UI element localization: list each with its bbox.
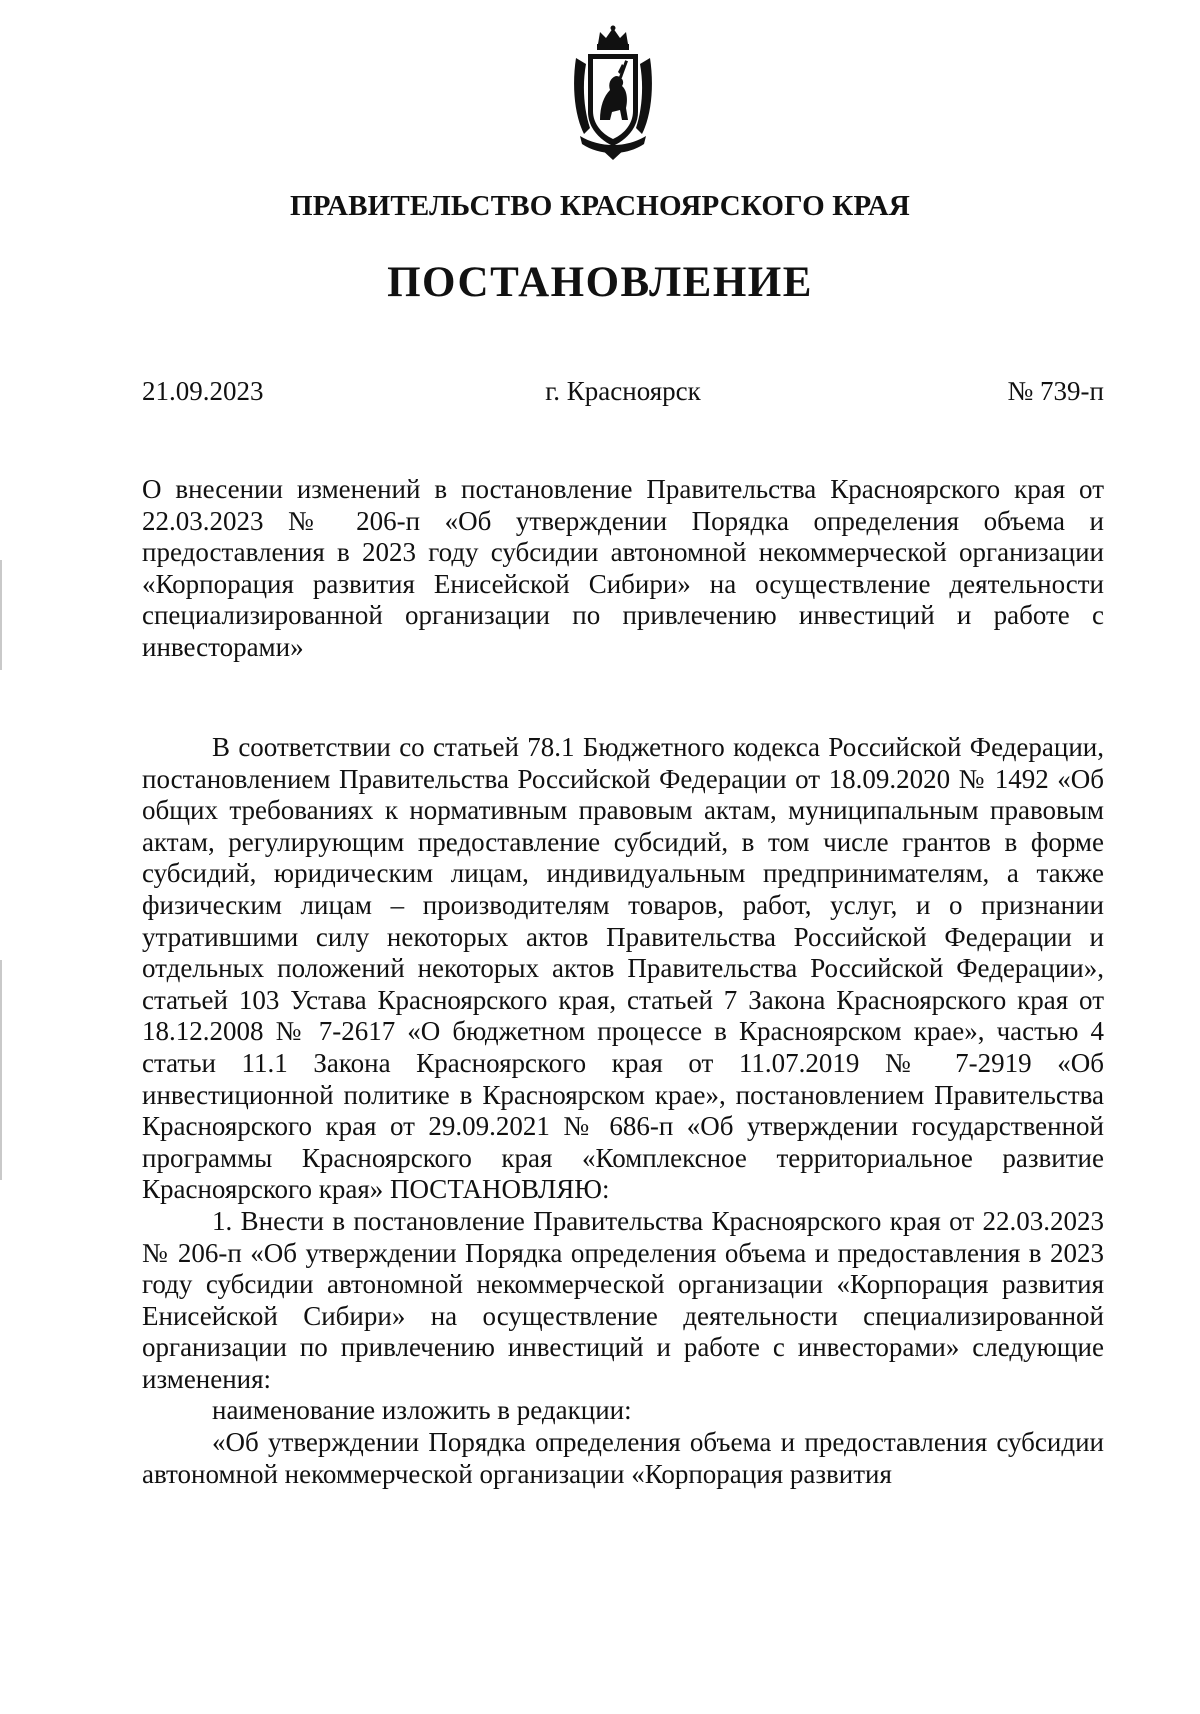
document-city: г. Красноярск [545,376,701,406]
document-meta-row [142,376,1104,412]
scan-edge-mark [0,960,2,1180]
document-date: 21.09.2023 [142,376,264,406]
body-paragraph: В соответствии со статьей 78.1 Бюджетного кодекса Российской Федерации, постановлением Правительства Российской Федерации от 18.09.2020 № 1492 «Об общих требованиях к нормативным правовым актам, муниципальным правовым актам, регулирующим предоставление субсидий, в том числе грантов в форме субсидий, юридическим лицам, индивидуальным предпринимателям, а также физическим лицам – производителям товаров, работ, услуг, и о признании утратившими силу некоторых актов Правительства Российской Федерации и отдельных положений некоторых актов Правительства Российской Федерации», статьей 103 Устава Красноярского края, статьей 7 Закона Красноярского края от 18.12.2008 № 7-2617 «О бюджетном процессе в Красноярском крае», частью 4 статьи 11.1 Закона Красноярского края от 11.07.2019 № 7-2919 «Об инвестиционной политике в Красноярском крае», постановлением Правительства Красноярского края от 29.09.2021 № 686-п «Об утверждении государственной программы Красноярского края «Комплексное территориальное развитие Красноярского края» ПОСТАНОВЛЯЮ: [142,732,1104,1205]
document-number: № 739-п [1007,376,1104,406]
document-type-heading: ПОСТАНОВЛЕНИЕ [387,259,813,306]
document-body [142,732,1104,1490]
document-subject: О внесении изменений в постановление Правительства Красноярского края от 22.03.2023 № 206-п «Об утверждении Порядка определения объема и предоставления в 2023 году субсидии автономной некоммерческой организации «Корпорация развития Енисейской Сибири» на осуществление деятельности специализированной организации по привлечению инвестиций и работе с инвесторами» [142,474,1104,662]
body-paragraph: наименование изложить в редакции: [212,1395,632,1426]
coat-of-arms-icon [570,24,656,162]
body-paragraph: «Об утверждении Порядка определения объема и предоставления субсидии автономной некоммерческой организации «Корпорация развития [142,1427,1104,1489]
organization-title: ПРАВИТЕЛЬСТВО КРАСНОЯРСКОГО КРАЯ [289,190,911,222]
body-paragraph: 1. Внести в постановление Правительства Красноярского края от 22.03.2023 № 206-п «Об утверждении Порядка определения объема и предоставления в 2023 году субсидии автономной некоммерческой организации «Корпорация развития Енисейской Сибири» на осуществление деятельности специализированной организации по привлечению инвестиций и работе с инвесторами» следующие изменения: [142,1205,1104,1394]
scan-edge-mark [0,560,2,670]
